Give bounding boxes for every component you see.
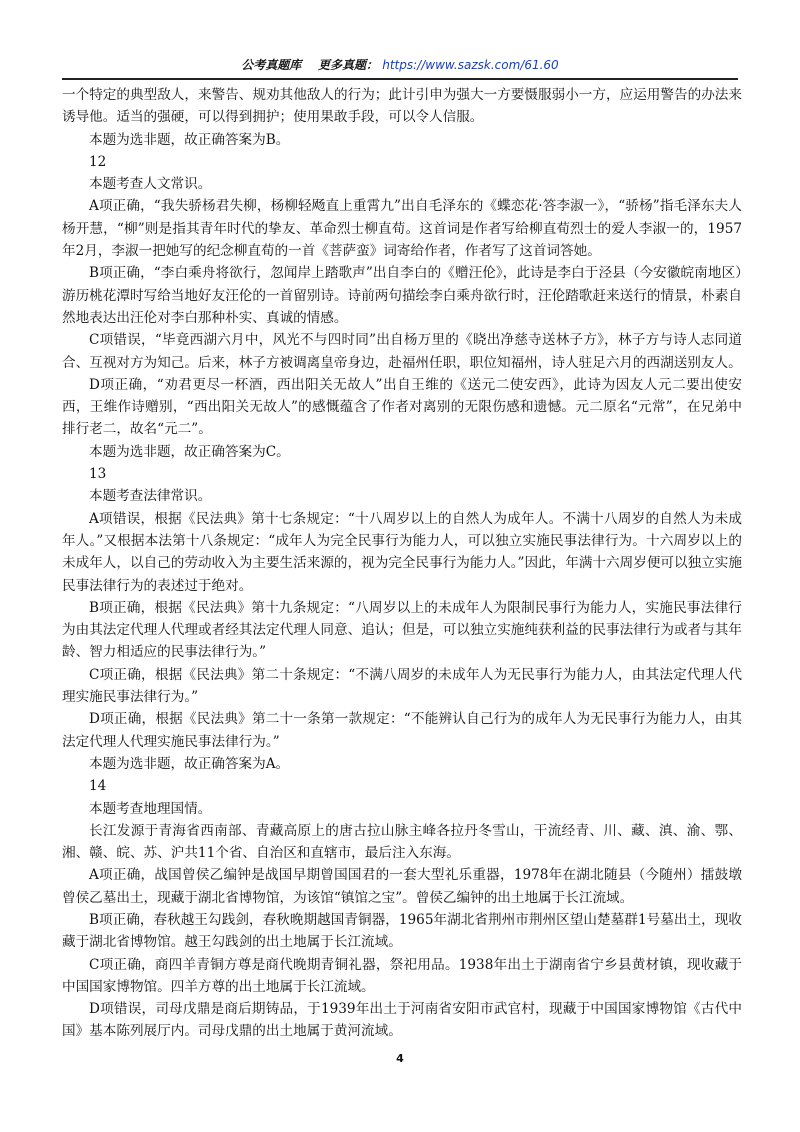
more-label: 更多真题： — [318, 58, 379, 72]
paragraph: B项正确，春秋越王勾践剑，春秋晚期越国青铜器，1965年湖北省荆州市荆州区望山楚墓群1号墓出土，现收藏于湖北省博物馆。越王勾践剑的出土地属于长江流域。 — [62, 911, 742, 951]
site-link[interactable]: https://www.sazsk.com/61.60 — [382, 58, 559, 72]
page-number: 4 — [396, 1052, 404, 1065]
paragraph: 14 — [89, 778, 107, 795]
paragraph: B项正确，“李白乘舟将欲行，忽闻岸上踏歌声”出自李白的《赠汪伦》，此诗是李白于泾县（今安徽皖南地区）游历桃花潭时写给当地好友汪伦的一首留别诗。诗前两句描绘李白乘舟欲行时，汪伦踏歌赶来送行的情景，朴素自然地表达出汪伦对李白那种朴实、真诚的情感。 — [62, 265, 742, 326]
paragraph: 本题为选非题，故正确答案为C。 — [89, 443, 290, 460]
paragraph: 13 — [89, 466, 107, 483]
paragraph: D项正确，“劝君更尽一杯酒，西出阳关无故人”出自王维的《送元二使安西》，此诗为因友人元二要出使安西，王维作诗赠别，“西出阳关无故人”的感慨蕴含了作者对离别的无限伤感和遗憾。元二原名“元常”，在兄弟中排行老二，故名“元二”。 — [62, 376, 742, 438]
paragraph: 本题考查地理国情。 — [89, 800, 212, 817]
document-body — [62, 84, 742, 1043]
paragraph: 本题为选非题，故正确答案为A。 — [89, 755, 290, 772]
paragraph: 12 — [89, 153, 107, 170]
paragraph: C项错误，“毕竟西湖六月中，风光不与四时同”出自杨万里的《晓出净慈寺送林子方》，林子方与诗人志同道合、互视对方为知己。后来，林子方被调离皇帝身边，赴福州任职，职位知福州，诗人驻足六月的西湖送别友人。 — [62, 332, 742, 371]
page-header — [62, 56, 738, 74]
site-name: 公考真题库 — [241, 58, 302, 72]
paragraph: 本题考查法律常识。 — [89, 488, 212, 505]
paragraph: 一个特定的典型敌人，来警告、规劝其他敌人的行为；此计引申为强大一方要慑服弱小一方，应运用警告的办法来诱导他。适当的强硬，可以得到拥护；使用果敢手段，可以令人信服。 — [62, 87, 742, 126]
paragraph: B项正确，根据《民法典》第十九条规定：“八周岁以上的未成年人为限制民事行为能力人，实施民事法律行为由其法定代理人代理或者经其法定代理人同意、追认；但是，可以独立实施纯获利益的民事法律行为或者与其年龄、智力相适应的民事法律行为。” — [62, 599, 742, 661]
paragraph: A项错误，根据《民法典》第十七条规定：“十八周岁以上的自然人为成年人。不满十八周岁的自然人为未成年人。”又根据本法第十八条规定：“成年人为完全民事行为能力人，可以独立实施民事法律行为。十六周岁以上的未成年人，以自己的劳动收入为主要生活来源的，视为完全民事行为能力人。”因此，年满十六周岁便可以独立实施民事法律行为的表述过于绝对。 — [62, 510, 742, 594]
paragraph: 本题考查人文常识。 — [89, 176, 212, 193]
paragraph: A项正确，战国曾侯乙编钟是战国早期曾国国君的一套大型礼乐重器，1978年在湖北随县（今随州）擂鼓墩曾侯乙墓出土，现藏于湖北省博物馆，为该馆“镇馆之宝”。曾侯乙编钟的出土地属于长江流域。 — [62, 867, 742, 906]
paragraph: C项正确，商四羊青铜方尊是商代晚期青铜礼器，祭祀用品。1938年出土于湖南省宁乡县黄材镇，现收藏于中国国家博物馆。四羊方尊的出土地属于长江流域。 — [62, 956, 742, 995]
header-rule — [62, 78, 738, 80]
paragraph: 长江发源于青海省西南部、青藏高原上的唐古拉山脉主峰各拉丹冬雪山，干流经青、川、藏、滇、渝、鄂、湘、赣、皖、苏、沪共11个省、自治区和直辖市，最后注入东海。 — [62, 822, 742, 862]
paragraph: C项正确，根据《民法典》第二十条规定：“不满八周岁的未成年人为无民事行为能力人，由其法定代理人代理实施民事法律行为。” — [62, 666, 742, 706]
paragraph: A项正确，“我失骄杨君失柳，杨柳轻飏直上重霄九”出自毛泽东的《蝶恋花·答李淑一》，“骄杨”指毛泽东夫人杨开慧，“柳”则是指其青年时代的挚友、革命烈士柳直荀。这首词是作者写给柳直荀烈士的爱人李淑一的，1957年2月，李淑一把她写的纪念柳直荀的一首《菩萨蛮》词寄给作者，作者写了这首词答她。 — [62, 198, 742, 260]
paragraph: 本题为选非题，故正确答案为B。 — [89, 131, 290, 148]
paragraph: D项正确，根据《民法典》第二十一条第一款规定：“不能辨认自己行为的成年人为无民事行为能力人，由其法定代理人代理实施民事法律行为。” — [62, 711, 742, 750]
paragraph: D项错误，司母戊鼎是商后期铸品，于1939年出土于河南省安阳市武官村，现藏于中国国家博物馆《古代中国》基本陈列展厅内。司母戊鼎的出土地属于黄河流域。 — [62, 1001, 742, 1040]
